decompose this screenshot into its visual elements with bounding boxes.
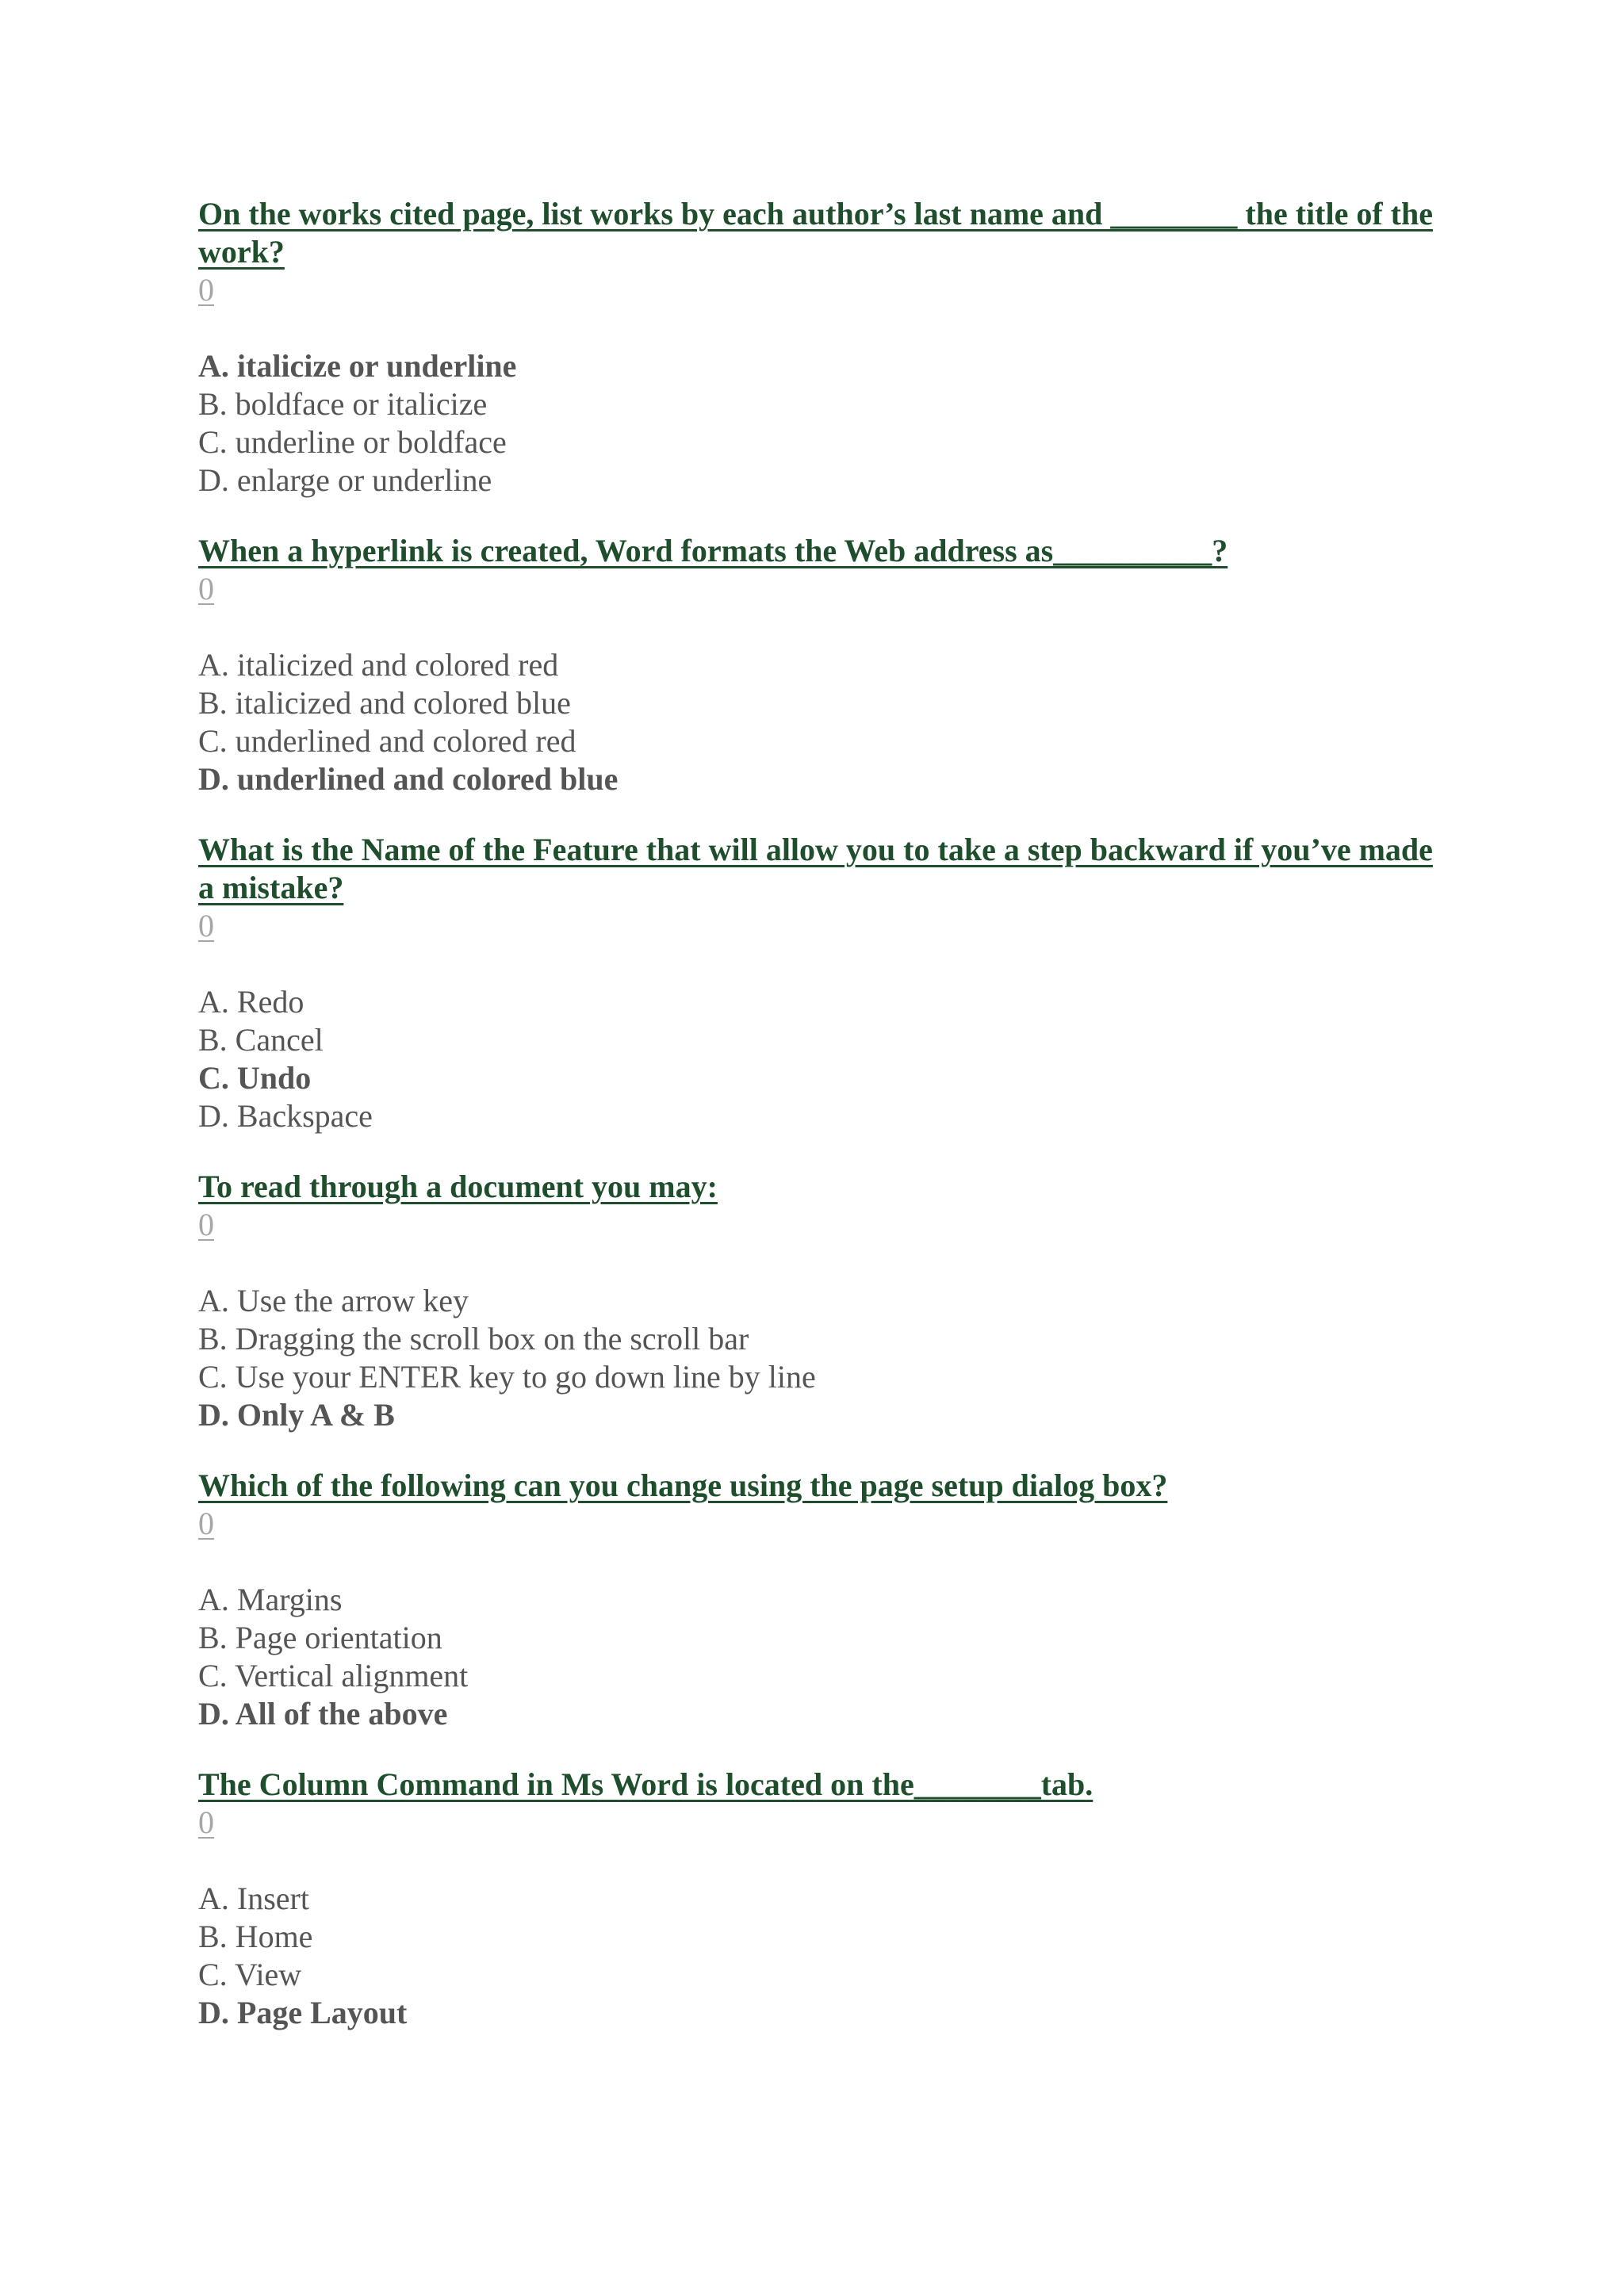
answer-option: C. View (198, 1957, 302, 1992)
question-title-link[interactable]: What is the Name of the Feature that will allow you to take a step backward if you’ve made a mistake? (198, 832, 1433, 905)
question-block (198, 195, 1451, 499)
answer-option: B. italicized and colored blue (198, 685, 571, 721)
answer-count-link[interactable]: 0 (198, 571, 214, 607)
answer-count-link[interactable]: 0 (198, 1804, 214, 1840)
question-title-link[interactable]: To read through a document you may: (198, 1169, 718, 1204)
answer-option: D. enlarge or underline (198, 462, 492, 498)
question-title-link[interactable]: On the works cited page, list works by each author’s last name and ________ the title of the work? (198, 196, 1433, 270)
question-block (198, 1168, 1451, 1434)
question-title-link[interactable]: The Column Command in Ms Word is located on the________tab. (198, 1766, 1094, 1802)
option-list (198, 983, 1451, 1135)
answer-option: C. underline or boldface (198, 424, 507, 460)
question-block (198, 831, 1451, 1135)
answer-option: A. Insert (198, 1881, 309, 1916)
option-list (198, 646, 1451, 798)
correct-answer-option: D. underlined and colored blue (198, 761, 619, 797)
answer-option: A. italicized and colored red (198, 647, 559, 683)
question-title-link[interactable]: When a hyperlink is created, Word formats the Web address as__________? (198, 533, 1228, 568)
answer-count-link[interactable]: 0 (198, 908, 214, 943)
answer-option: B. Page orientation (198, 1620, 442, 1655)
quiz-content (198, 195, 1451, 2064)
option-list (198, 347, 1451, 499)
question-block (198, 532, 1451, 798)
question-block (198, 1766, 1451, 2032)
answer-option: A. Use the arrow key (198, 1283, 469, 1318)
answer-option: B. Cancel (198, 1022, 324, 1058)
answer-option: C. Use your ENTER key to go down line by line (198, 1359, 816, 1395)
answer-count-link[interactable]: 0 (198, 272, 214, 308)
question-block (198, 1467, 1451, 1733)
option-list (198, 1581, 1451, 1733)
option-list (198, 1880, 1451, 2032)
answer-option: B. Home (198, 1919, 313, 1954)
correct-answer-option: A. italicize or underline (198, 348, 517, 384)
question-title-link[interactable]: Which of the following can you change using the page setup dialog box? (198, 1468, 1168, 1503)
answer-option: B. Dragging the scroll box on the scroll bar (198, 1321, 749, 1357)
correct-answer-option: D. All of the above (198, 1696, 448, 1732)
answer-option: A. Margins (198, 1582, 343, 1617)
answer-option: C. underlined and colored red (198, 723, 576, 759)
answer-option: C. Vertical alignment (198, 1658, 469, 1693)
correct-answer-option: C. Undo (198, 1060, 312, 1096)
answer-count-link[interactable]: 0 (198, 1207, 214, 1242)
answer-option: D. Backspace (198, 1098, 373, 1134)
option-list (198, 1282, 1451, 1434)
answer-option: A. Redo (198, 984, 304, 1020)
correct-answer-option: D. Page Layout (198, 1995, 408, 2030)
answer-count-link[interactable]: 0 (198, 1506, 214, 1541)
answer-option: B. boldface or italicize (198, 386, 488, 422)
correct-answer-option: D. Only A & B (198, 1397, 395, 1433)
